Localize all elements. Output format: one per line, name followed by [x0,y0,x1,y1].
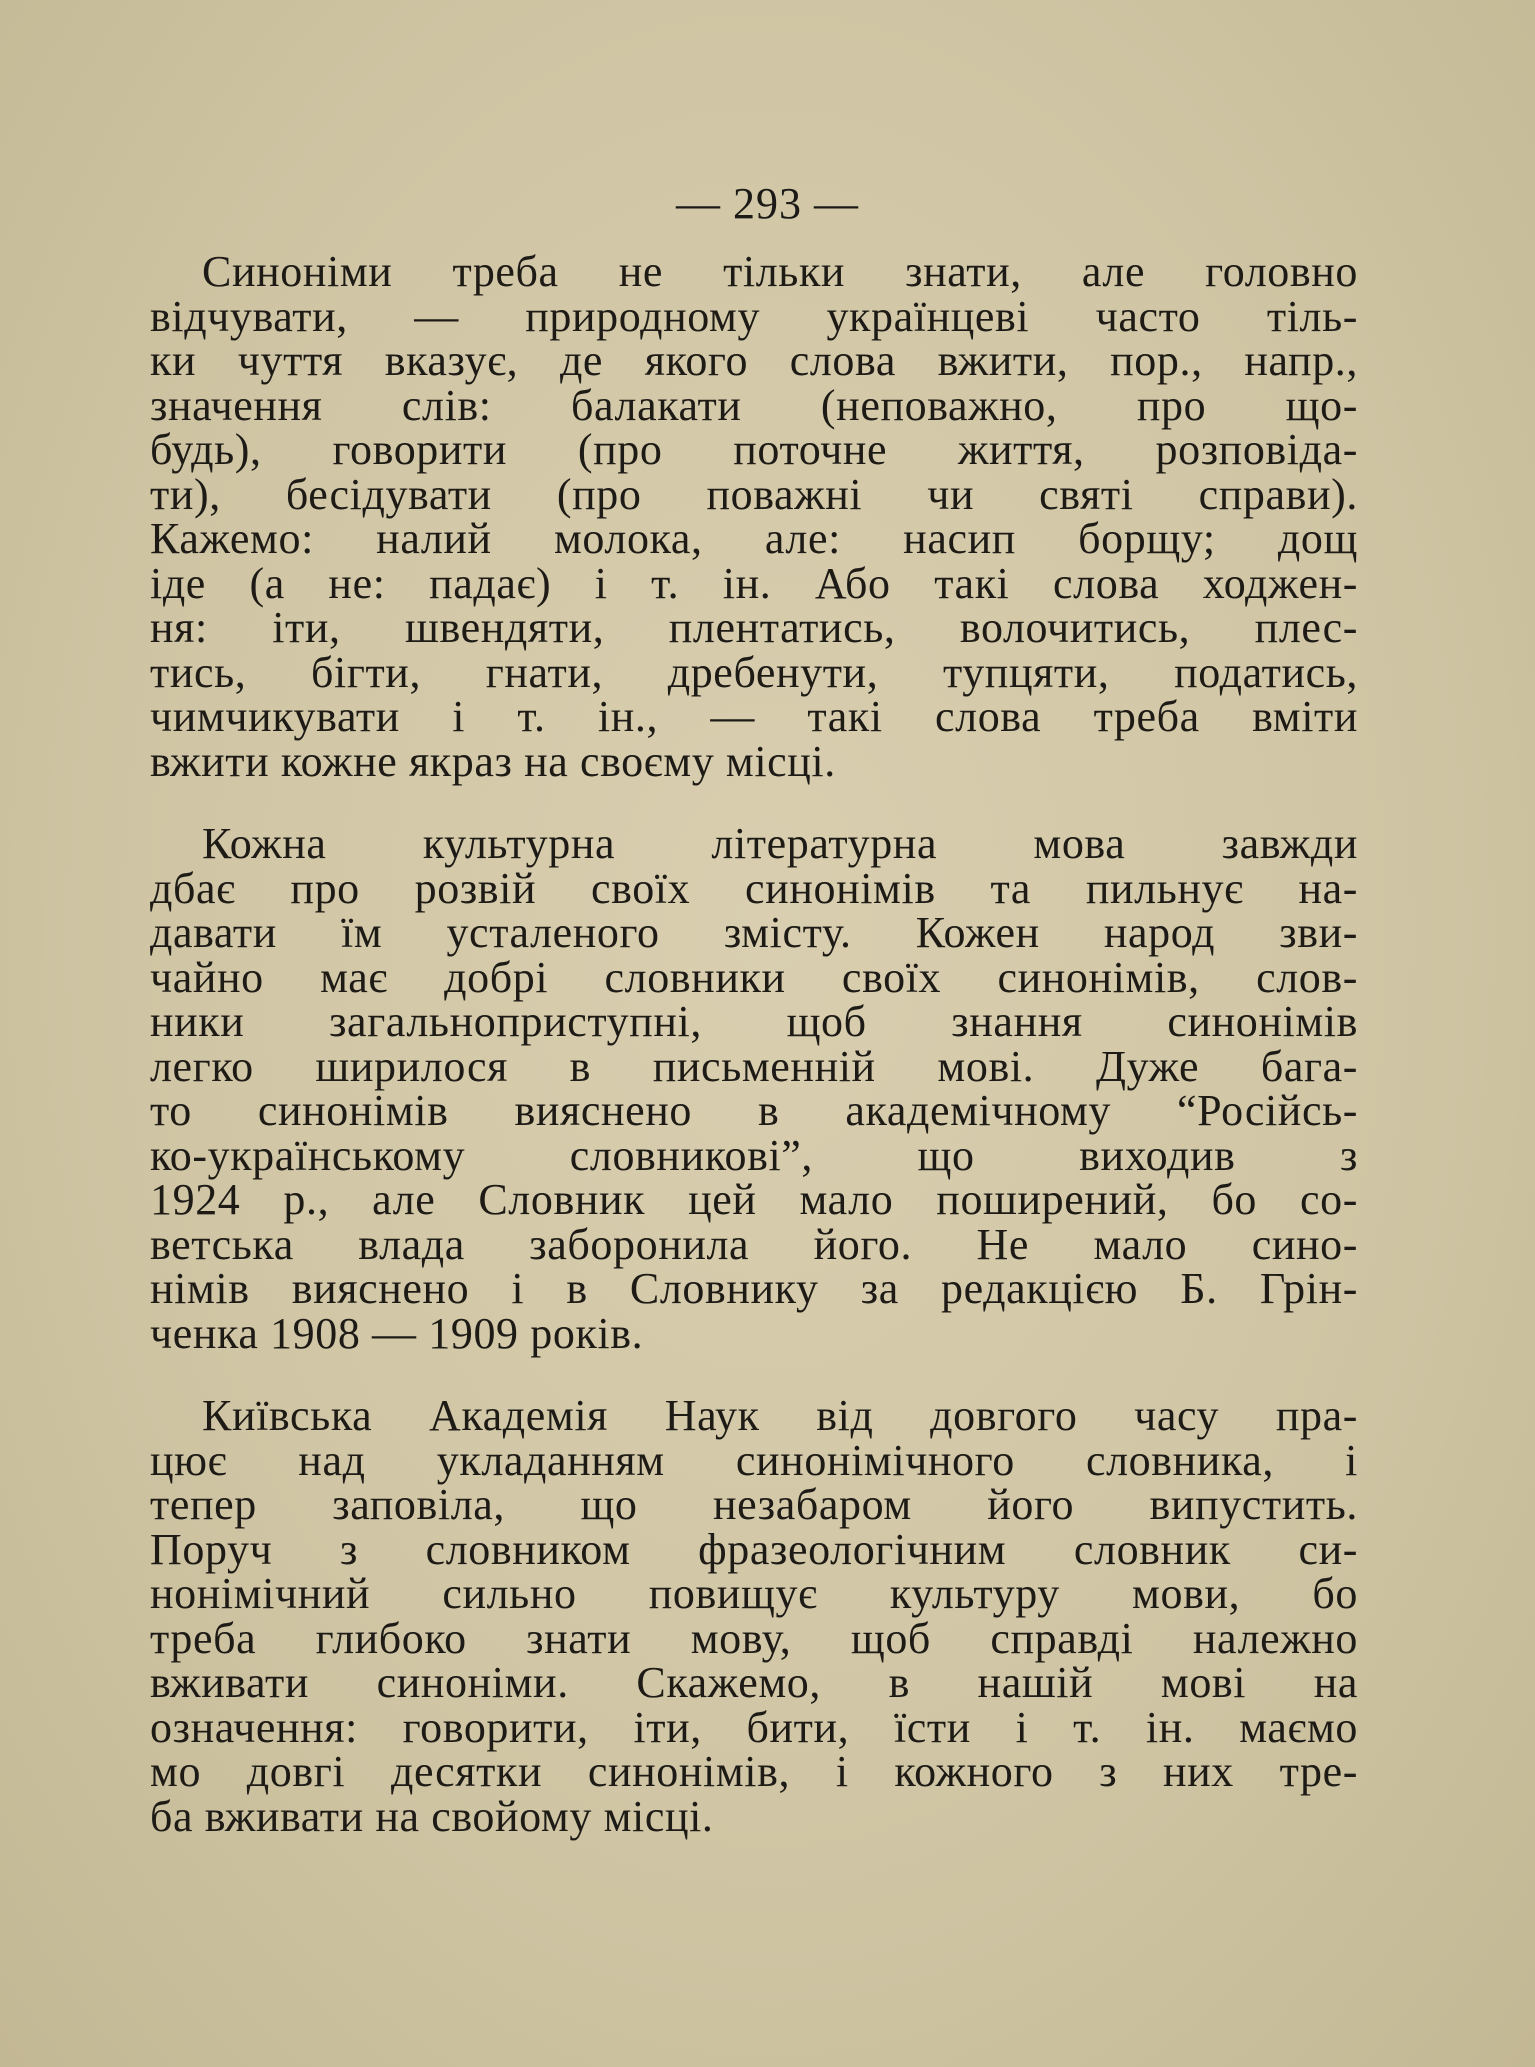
text-line: давати їм усталеного змісту. Кожен народ зви- [150,908,1358,957]
text-line: Синоніми треба не тільки знати, але головно [202,247,1358,296]
paragraph-3 [150,1391,1358,1841]
paragraph-gap [150,784,1358,822]
text-line: чимчикувати і т. ін., — такі слова треба вміти [150,692,1358,741]
text-line: 1924 р., але Словник цей мало поширений, бо со- [150,1175,1358,1224]
text-line: чайно має добрі словники своїх синонімів, слов- [150,952,1358,1002]
text-line: означення: говорити, іти, бити, їсти і т. ін. маємо [150,1702,1358,1752]
text-line: тепер заповіла, що незабаром його випустить. [150,1480,1358,1529]
text-line: німів вияснено і в Словнику за редакцією Б. Грін- [150,1264,1358,1313]
text-line: Кожна культурна літературна мова завжди [202,819,1358,868]
text-line: ветська влада заборонила його. Не мало сино- [150,1219,1358,1269]
text-line: Київська Академія Наук від довгого часу пра- [202,1391,1358,1440]
page-number: — 293 — [676,179,859,228]
text-line: мо довгі десятки синонімів, і кожного з них тре- [150,1747,1358,1796]
text-line: цює над укладанням синонімічного словника, і [150,1435,1358,1485]
text-line: ба вживати на свойому місці. [150,1791,714,1841]
text-line: тись, бігти, гнати, дребенути, тупцяти, податись, [150,647,1358,697]
text-line: нонімічний сильно повищує культуру мови, бо [150,1569,1358,1618]
text-line: вживати синоніми. Скажемо, в нашій мові на [150,1658,1358,1707]
paragraph-gap [150,1356,1358,1394]
text-line: легко ширилося в письменній мові. Дуже бага- [150,1041,1358,1091]
text-line: ки чуття вказує, де якого слова вжити, пор., напр., [150,336,1358,385]
text-line: дбає про розвій своїх синонімів та пильнує на- [150,863,1358,913]
text-line: ня: іти, швендяти, плентатись, волочитись, плес- [150,603,1358,652]
text-line: ти), бесідувати (про поважні чи святі справи). [150,469,1358,519]
text-line: відчувати, — природному українцеві часто тіль- [150,291,1358,341]
text-line: ченка 1908 — 1909 років. [150,1308,644,1358]
text-line: іде (а не: падає) і т. ін. Або такі слова ходжен- [150,558,1358,608]
text-line: вжити кожне якраз на своєму місці. [150,736,836,786]
text-line: ко-українському словникові”, що виходив з [150,1130,1358,1180]
paragraph-1 [150,247,1358,786]
text-line: будь), говорити (про поточне життя, розповіда- [150,425,1358,474]
text-line: значення слів: балакати (неповажно, про що- [150,380,1358,430]
text-line: Поруч з словником фразеологічним словник си- [150,1524,1358,1574]
text-line: треба глибоко знати мову, щоб справді належно [150,1613,1358,1663]
paragraph-2 [150,819,1358,1358]
text-line: Кажемо: налий молока, але: насип борщу; дощ [150,514,1358,563]
text-line: ники загальноприступні, щоб знання синонімів [150,997,1358,1046]
body-text [150,247,1358,1841]
text-line: то синонімів вияснено в академічному “Російсь- [150,1086,1358,1135]
